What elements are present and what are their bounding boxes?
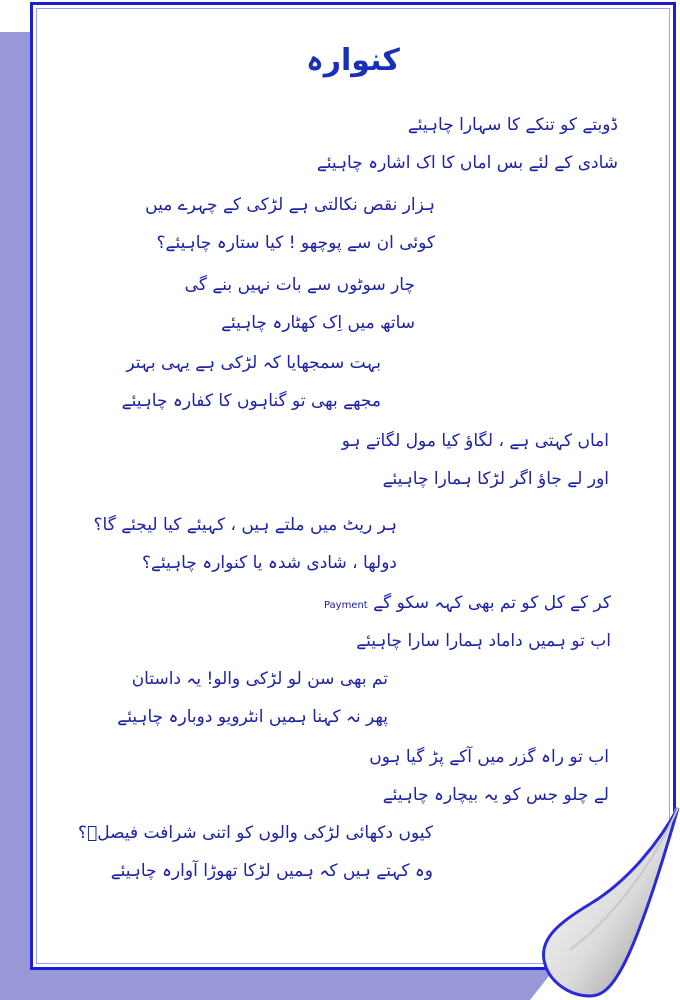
poem-line: ساتھ میں اِک کھٹارہ چاہیئے (221, 313, 415, 333)
poem-title: کنوارہ (306, 43, 400, 78)
poem-line: کیوں دکھائی لڑکی والوں کو اتنی شرافت فیصلؔ؟ (78, 823, 433, 843)
poem-line: پھر نہ کہنا ہمیں انٹرویو دوبارہ چاہیئے (117, 707, 388, 727)
poem-line-text: کر کے کل کو تم بھی کہہ سکو گے (373, 593, 611, 613)
poem-line: ہر ریٹ میں ملتے ہیں ، کہیئے کیا لیجئے گا؟ (93, 515, 397, 535)
poem-line: اور لے جاؤ اگر لڑکا ہمارا چاہیئے (382, 469, 609, 489)
poem-line: دولھا ، شادی شدہ یا کنوارہ چاہیئے؟ (141, 553, 397, 573)
poem-line: تم بھی سن لو لڑکی والو! یہ داستان (131, 669, 388, 689)
poem-line: اب تو ہمیں داماد ہمارا سارا چاہیئے (356, 631, 611, 651)
poem-line: مجھے بھی تو گناہوں کا کفارہ چاہیئے (121, 391, 381, 411)
poem-line: شادی کے لئے بس اماں کا اک اشارہ چاہیئے (316, 153, 618, 173)
poem-line: کوئی ان سے پوچھو ! کیا ستارہ چاہیئے؟ (156, 233, 435, 253)
poem-line: وہ کہتے ہیں کہ ہمیں لڑکا تھوڑا آوارہ چاہیئے (110, 861, 433, 881)
poem-line: اب تو راہ گزر میں آکے پڑ گیا ہوں (369, 747, 609, 767)
poem-line: چار سوٹوں سے بات نہیں بنے گی (184, 275, 415, 295)
page-curl-icon (510, 800, 680, 1000)
poem-line: ڈوبتے کو تنکے کا سہارا چاہیئے (407, 115, 618, 135)
poem-line: بہت سمجھایا کہ لڑکی ہے یہی بہتر (126, 353, 381, 373)
payment-note: Payment (323, 600, 368, 611)
poem-line: اماں کہتی ہے ، لگاؤ کیا مول لگاتے ہو (341, 431, 609, 451)
poem-line: لے چلو جس کو یہ بیچارہ چاہیئے (382, 785, 609, 805)
poem-line (324, 591, 611, 615)
poem-line: ہزار نقص نکالتی ہے لڑکی کے چہرے میں (145, 195, 435, 215)
